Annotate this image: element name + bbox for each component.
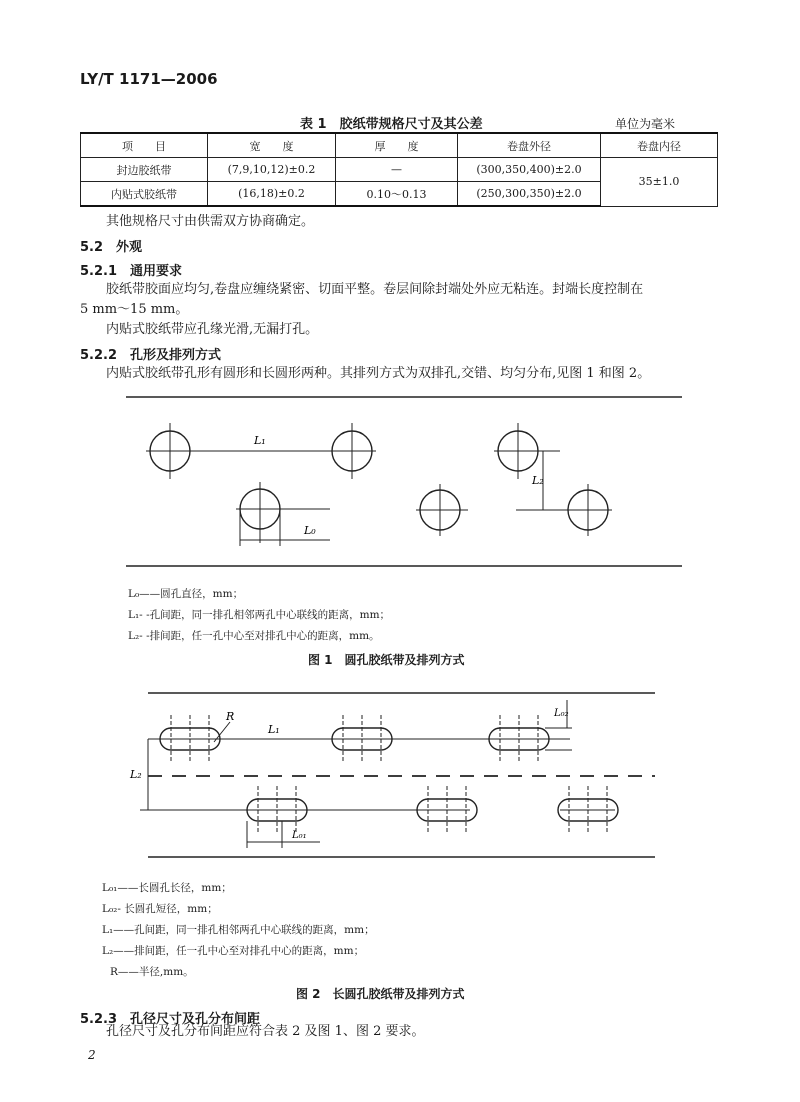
table-cell: 封边胶纸带 (81, 158, 208, 182)
table-cell: (7,9,10,12)±0.2 (208, 158, 336, 182)
other-spec-text: 其他规格尺寸由供需双方协商确定。 (106, 214, 315, 229)
table-cell: (16,18)±0.2 (208, 182, 336, 207)
col-header-thickness: 厚 度 (336, 133, 458, 158)
label-L1: L₁ (254, 434, 266, 447)
label-R: R (226, 710, 235, 723)
section-5-2-2: 5.2.2 孔形及排列方式 (80, 348, 222, 363)
fig2-legend-L1: L₁——孔间距，同一排孔相邻两孔中心联线的距离，mm； (102, 924, 375, 936)
round-hole (146, 423, 194, 479)
fig2-legend-L02: L₀₂- 长圆孔短径，mm； (102, 903, 218, 915)
label-L2: L₂ (532, 474, 544, 487)
standard-header: LY/T 1171—2006 (80, 70, 218, 88)
round-hole (564, 484, 612, 536)
table-cell: (300,350,400)±2.0 (458, 158, 601, 182)
section-5-2-3: 5.2.3 孔径尺寸及孔分布间距 (80, 1012, 261, 1027)
table-cell-inner-diameter: 35±1.0 (601, 158, 718, 207)
label-L1: L₁ (268, 723, 280, 736)
label-L02: L₀₂ (554, 708, 569, 719)
section-5-2: 5.2 外观 (80, 240, 143, 255)
label-L2: L₂ (130, 768, 142, 781)
col-header-inner-diameter: 卷盘内径 (601, 133, 718, 158)
fig2-legend-L2: L₂——排间距，任一孔中心至对排孔中心的距离，mm； (102, 945, 365, 957)
table-cell: 0.10～0.13 (336, 182, 458, 207)
table1-caption: 表 1 胶纸带规格尺寸及其公差 (300, 117, 483, 132)
col-header-width: 宽 度 (208, 133, 336, 158)
para-5-2-3: 孔径尺寸及孔分布间距应符合表 2 及图 1、图 2 要求。 (106, 1024, 425, 1039)
fig2-legend-L01: L₀₁——长圆孔长径，mm； (102, 882, 232, 894)
fig1-caption: 图 1 圆孔胶纸带及排列方式 (308, 653, 465, 667)
fig1-legend-L1: L₁- -孔间距，同一排孔相邻两孔中心联线的距离，mm； (128, 609, 391, 621)
table-cell: (250,300,350)±2.0 (458, 182, 601, 207)
section-5-2-1: 5.2.1 通用要求 (80, 264, 183, 279)
fig1-legend-L0: L₀——圆孔直径，mm； (128, 588, 244, 600)
fig2-legend-R: R——半径,mm。 (110, 966, 194, 978)
col-header-outer-diameter: 卷盘外径 (458, 133, 601, 158)
fig1-legend-L2: L₂- -排间距，任一孔中心至对排孔中心的距离，mm。 (128, 630, 380, 642)
round-hole (328, 423, 376, 479)
round-hole (416, 484, 464, 536)
table-cell: 内贴式胶纸带 (81, 182, 208, 207)
para-5-2-1-line3: 内贴式胶纸带应孔缘光滑,无漏打孔。 (106, 322, 319, 337)
para-5-2-1-line1: 胶纸带胶面应均匀,卷盘应缠绕紧密、切面平整。卷层间除封端处外应无粘连。封端长度控制在 (106, 282, 644, 297)
para-5-2-1-line2: 5 mm～15 mm。 (80, 302, 189, 317)
para-5-2-2: 内贴式胶纸带孔形有圆形和长圆形两种。其排列方式为双排孔,交错、均匀分布,见图 1 和图 2。 (106, 366, 651, 381)
page-number: 2 (88, 1048, 96, 1062)
table-cell: — (336, 158, 458, 182)
label-L01: L₀₁ (292, 830, 307, 841)
table1-unit: 单位为毫米 (615, 117, 676, 131)
col-header-item: 项 目 (81, 133, 208, 158)
round-hole (236, 482, 284, 543)
fig2-caption: 图 2 长圆孔胶纸带及排列方式 (296, 987, 465, 1001)
label-L0: L₀ (304, 524, 316, 537)
